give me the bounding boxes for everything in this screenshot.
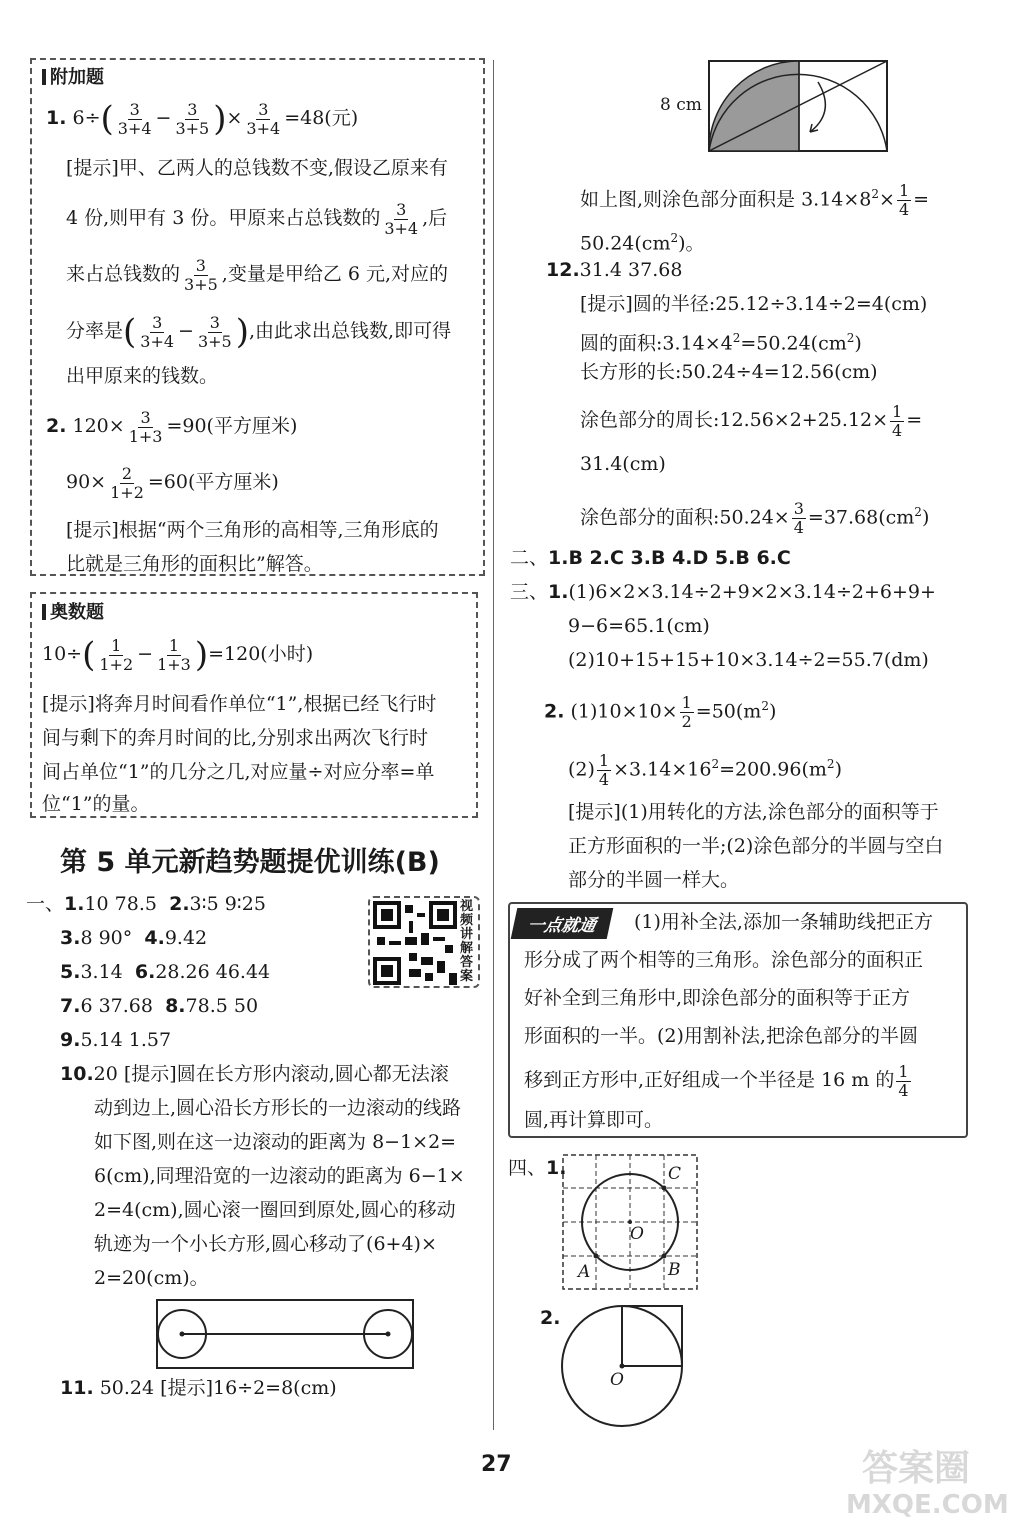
extra-q1-tip-line: 分率是( $\frac{3}{3+4}$ − $\frac{3}{3+5}$ ),由此求出总钱数,即可得 bbox=[66, 312, 452, 352]
fraction: $\frac{3}{3+4}$ bbox=[117, 99, 152, 138]
section-4-label: 四、1. bbox=[508, 1157, 567, 1179]
fraction: $\frac{1}{1+3}$ bbox=[157, 635, 191, 674]
extra-q1-tip-line: 4 份,则甲有 3 份。甲原来占总钱数的 $\frac{3}{3+4}$ ,后 bbox=[66, 199, 448, 238]
right-line: (2)10+15+15+10×3.14÷2=55.7(dm) bbox=[568, 649, 929, 671]
qr-side-text: 视频讲解答案 bbox=[460, 899, 474, 984]
quarter-circle-figure bbox=[708, 60, 888, 152]
qr-code[interactable] bbox=[368, 896, 480, 988]
fraction: $\frac{1}{4}$ bbox=[898, 1061, 909, 1100]
figure-label-8cm: 8 cm bbox=[660, 95, 702, 115]
tip-line: 圆,再计算即可。 bbox=[524, 1109, 664, 1131]
tip-label: 一点就通 bbox=[511, 908, 614, 939]
answer-10-line: 6(cm),同理沿宽的一边滚动的距离为 6−1× bbox=[94, 1165, 465, 1187]
extra-q1-equation: 1. 6÷( $\frac{3}{3+4}$ − $\frac{3}{3+5}$ )× $\frac{3}{3+4}$ =48(元) bbox=[46, 99, 359, 139]
right-line: 涂色部分的周长:12.56×2+25.12× $\frac{1}{4}$ = bbox=[580, 401, 923, 440]
grid-label-a: A bbox=[578, 1262, 591, 1282]
fraction: $\frac{3}{1+3}$ bbox=[128, 407, 163, 446]
olympiad-tip-line: 间与剩下的奔月时间的比,分别求出两次飞行时 bbox=[42, 727, 429, 749]
extra-q1-tip-line: 来占总钱数的 $\frac{3}{3+5}$ ,变量是甲给乙 6 元,对应的 bbox=[66, 255, 449, 294]
right-line: $50.24(cm^2)$。 bbox=[580, 231, 705, 255]
grid-label-b: B bbox=[668, 1260, 681, 1280]
fraction: $\frac{3}{3+4}$ bbox=[246, 99, 281, 138]
answer-10-line: 2=4(cm),圆心滚一圈回到原处,圆心的移动 bbox=[94, 1199, 456, 1221]
answer-10-line: 2=20(cm)。 bbox=[94, 1267, 209, 1289]
olympiad-tip-line: 位“1”的量。 bbox=[42, 793, 150, 815]
section-mark-icon bbox=[42, 604, 46, 620]
rolling-circle-diagram bbox=[150, 1298, 420, 1372]
fraction: $\frac{1}{4}$ bbox=[892, 401, 903, 440]
olympiad-equation: 10÷( $\frac{1}{1+2}$ − $\frac{1}{1+3}$ )=120(小时) bbox=[42, 635, 314, 675]
tip-line: 形分成了两个相等的三角形。涂色部分的面积正 bbox=[524, 949, 924, 971]
right-line: 涂色部分的面积:50.24× $\frac{3}{4}$ $=37.68(cm^2)$ bbox=[580, 498, 930, 537]
column-divider bbox=[493, 60, 494, 1430]
answer-10-line: 动到边上,圆心沿长方形长的一边滚动的线路 bbox=[94, 1097, 462, 1119]
page-number: 27 bbox=[481, 1452, 512, 1477]
fraction: $\frac{1}{4}$ bbox=[898, 180, 910, 219]
section-2-answers: 二、1.B 2.C 3.B 4.D 5.B 6.C bbox=[510, 547, 791, 569]
answer-10-line: 轨迹为一个小长方形,圆心移动了(6+4)× bbox=[94, 1233, 437, 1255]
right-line: 正方形面积的一半;(2)涂色部分的半圆与空白 bbox=[568, 835, 944, 857]
olympiad-tip-line: 间占单位“1”的几分之几,对应量÷对应分率=单 bbox=[42, 761, 435, 783]
extra-q1-tip-line: [提示]甲、乙两人的总钱数不变,假设乙原来有 bbox=[66, 157, 448, 179]
answer-row: 9.5.14 1.57 bbox=[60, 1029, 172, 1051]
extra-q2-line2: 90× $\frac{2}{1+2}$ =60(平方厘米) bbox=[66, 463, 279, 502]
right-line: [提示](1)用转化的方法,涂色部分的面积等于 bbox=[568, 801, 939, 823]
right-line: 如上图,则涂色部分面积是 $3.14\times 8^2\times$ $\frac{1}{4}$ = bbox=[580, 180, 930, 219]
right-line: [提示]圆的半径:25.12÷3.14÷2=4(cm) bbox=[580, 293, 928, 315]
extra-problems-title: 附加题 bbox=[42, 63, 104, 89]
fraction: $\frac{3}{3+4}$ bbox=[140, 312, 175, 351]
right-line: 9−6=65.1(cm) bbox=[568, 615, 710, 637]
right-line: 长方形的长:50.24÷4=12.56(cm) bbox=[580, 361, 878, 383]
right-line: 12.31.4 37.68 bbox=[546, 259, 683, 281]
fraction: $\frac{3}{3+5}$ bbox=[197, 312, 232, 351]
extra-q2-tip-line: 比就是三角形的面积比”解答。 bbox=[66, 553, 323, 575]
tip-line: 好补全到三角形中,即涂色部分的面积等于正方 bbox=[524, 987, 911, 1009]
extra-q2-line1: 2. 120× $\frac{3}{1+3}$ =90(平方厘米) bbox=[46, 407, 298, 446]
tip-line: (1)用补全法,添加一条辅助线把正方 bbox=[634, 911, 933, 933]
right-line: 部分的半圆一样大。 bbox=[568, 869, 740, 891]
unit-title: 第 5 单元新趋势题提优训练(B) bbox=[60, 847, 440, 878]
right-line: 三、1.(1)6×2×3.14÷2+9×2×3.14÷2+6+9+ bbox=[510, 581, 936, 603]
right-line: 2. (1)10×10× $\frac{1}{2}$ $=50(m^2)$ bbox=[544, 692, 777, 731]
answer-row: 3.8 90° 4.9.42 bbox=[60, 927, 208, 949]
answer-row: 5.3.14 6.28.26 46.44 bbox=[60, 961, 271, 983]
fraction: $\frac{3}{3+4}$ bbox=[384, 199, 419, 238]
fraction: $\frac{3}{3+5}$ bbox=[175, 99, 210, 138]
olympiad-tip-line: [提示]将奔月时间看作单位“1”,根据已经飞行时 bbox=[42, 693, 437, 715]
answer-11-line: 11. 50.24 [提示]16÷2=8(cm) bbox=[60, 1377, 337, 1399]
fraction: $\frac{1}{1+2}$ bbox=[99, 635, 134, 674]
watermark-bottom: MXQE.COM bbox=[846, 1490, 1009, 1520]
answer-row: 7.6 37.68 8.78.5 50 bbox=[60, 995, 259, 1017]
grid-label-c: C bbox=[668, 1164, 682, 1184]
tip-line: 形面积的一半。(2)用割补法,把涂色部分的半圆 bbox=[524, 1025, 918, 1047]
qr-code-icon bbox=[373, 901, 457, 985]
olympiad-title: 奥数题 bbox=[42, 598, 104, 624]
tip-line: 移到正方形中,正好组成一个半径是 16 m 的 $\frac{1}{4}$ bbox=[524, 1061, 909, 1100]
fraction: $\frac{2}{1+2}$ bbox=[110, 463, 144, 502]
answer-10-line: 10.20 [提示]圆在长方形内滚动,圆心都无法滚 bbox=[60, 1063, 449, 1085]
extra-q2-tip-line: [提示]根据“两个三角形的高相等,三角形底的 bbox=[66, 519, 439, 541]
section-4-q2-label: 2. bbox=[540, 1307, 561, 1329]
watermark-top: 答案圈 bbox=[862, 1448, 971, 1489]
fraction: $\frac{1}{2}$ bbox=[681, 692, 692, 731]
right-line: 31.4(cm) bbox=[580, 453, 666, 475]
grid-label-o: O bbox=[630, 1224, 644, 1244]
right-line: (2) $\frac{1}{4}$ $\times 3.14\times 16^2=200.96(m^2)$ bbox=[568, 750, 842, 789]
answer-row: 一、1.10 78.5 2.3∶5 9∶25 bbox=[26, 893, 266, 915]
answer-10-line: 如下图,则在这一边滚动的距离为 8−1×2= bbox=[94, 1131, 457, 1153]
fraction: $\frac{3}{4}$ bbox=[793, 498, 804, 537]
right-line: 圆的面积$:3.14\times 4^2=50.24(cm^2)$ bbox=[580, 331, 862, 355]
section-mark-icon bbox=[42, 69, 46, 85]
circle-label-o: O bbox=[610, 1370, 624, 1390]
extra-q1-tip-line: 出甲原来的钱数。 bbox=[66, 365, 219, 387]
fraction: $\frac{1}{4}$ bbox=[598, 750, 610, 789]
fraction: $\frac{3}{3+5}$ bbox=[184, 255, 218, 294]
circle-square-figure bbox=[560, 1302, 686, 1428]
